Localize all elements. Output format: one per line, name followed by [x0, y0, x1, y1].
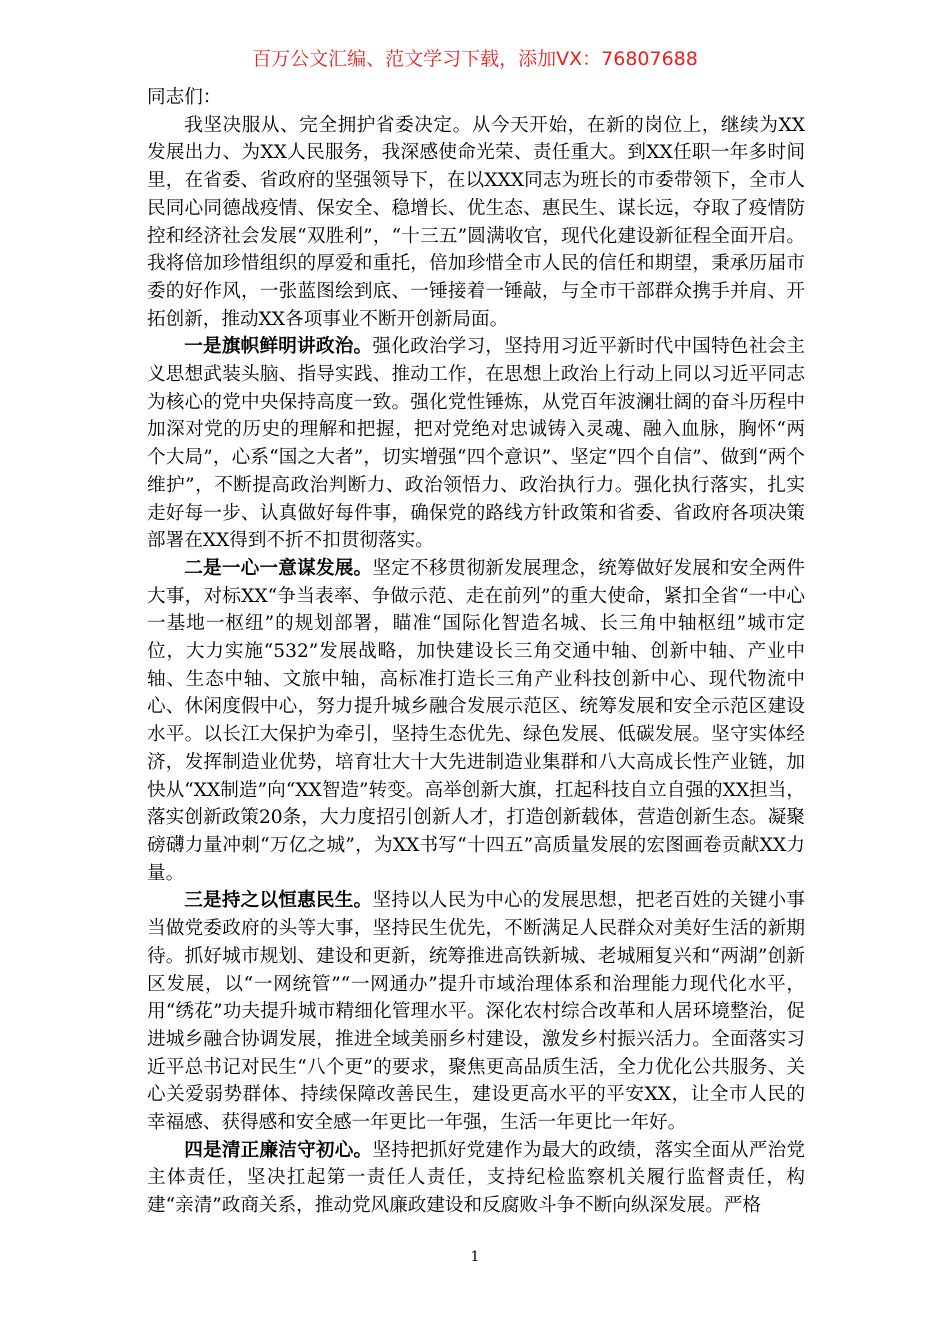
intro-paragraph: 我坚决服从、完全拥护省委决定。从今天开始，在新的岗位上，继续为XX发展出力、为XX人民服务，我深感使命光荣、责任重大。到XX任职一年多时间里，在省委、省政府的坚强领导下，在以XXX同志为班长的市委带领下，全市人民同心同德战疫情、保安全、稳增长、优生态、惠民生、谋长远，夺取了疫情防控和经济社会发展“双胜利”，“十三五”圆满收官，现代化建设新征程全面开启。我将倍加珍惜组织的厚爱和重托，倍加珍惜全市人民的信任和期望，秉承历届市委的好作风，一张蓝图绘到底、一锤接着一锤敲，与全市干部群众携手并肩、开拓创新，推动XX各项事业不断开创新局面。 [147, 114, 805, 330]
section-heading-3: 三是持之以恒惠民生。 [184, 890, 373, 912]
section-paragraph-4 [147, 1137, 805, 1220]
section-body-1: 强化政治学习，坚持用习近平新时代中国特色社会主义思想武装头脑、指导实践、推动工作，在思想上政治上行动上同以习近平同志为核心的党中央保持高度一致。强化党性锤炼，从党百年波澜壮阔的奋斗历程中加深对党的历史的理解和把握，把对党绝对忠诚铸入灵魂、融入血脉，胸怀“两个大局”，心系“国之大者”，切实增强“四个意识”、坚定“四个自信”、做到“两个维护”，不断提高政治判断力、政治领悟力、政治执行力。强化执行落实，扎实走好每一步、认真做好每件事，确保党的路线方针政策和省委、省政府各项决策部署在XX得到不折不扣贯彻落实。 [147, 336, 805, 552]
section-heading-1: 一是旗帜鲜明讲政治。 [184, 336, 373, 358]
document-body [147, 84, 805, 1220]
section-body-3: 坚持以人民为中心的发展思想，把老百姓的关键小事当做党委政府的头等大事，坚持民生优先，不断满足人民群众对美好生活的新期待。抓好城市规划、建设和更新，统筹推进高铁新城、老城厢复兴和“两湖”创新区发展，以“一网统管”“一网通办”提升市域治理体系和治理能力现代化水平，用“绣花”功夫提升城市精细化管理水平。深化农村综合改革和人居环境整治，促进城乡融合协调发展，推进全域美丽乡村建设，激发乡村振兴活力。全面落实习近平总书记对民生“八个更”的要求，聚焦更高品质生活，全力优化公共服务、关心关爱弱势群体、持续保障改善民生，建设更高水平的平安XX，让全市人民的幸福感、获得感和安全感一年更比一年强，生活一年更比一年好。 [147, 890, 805, 1134]
section-heading-2: 二是一心一意谋发展。 [184, 557, 373, 579]
watermark-banner: 百万公文汇编、范文学习下载，添加VX：76807688 [252, 48, 698, 70]
section-paragraph-1 [147, 333, 805, 555]
salutation: 同志们： [147, 87, 222, 108]
section-paragraph-2 [147, 555, 805, 887]
section-paragraph-3 [147, 887, 805, 1136]
section-body-4: 坚持把抓好党建作为最大的政绩，落实全面从严治党主体责任，坚决扛起第一责任人责任，支持纪检监察机关履行监督责任，构建“亲清”政商关系，推动党风廉政建设和反腐败斗争不断向纵深发展。严格 [147, 1139, 805, 1217]
section-heading-4: 四是清正廉洁守初心。 [184, 1139, 373, 1161]
page-number: 1 [470, 1249, 480, 1265]
section-body-2: 坚定不移贯彻新发展理念，统筹做好发展和安全两件大事，对标XX“争当表率、争做示范、走在前列”的重大使命，紧扣全省“一中心一基地一枢纽”的规划部署，瞄准“国际化智造名城、长三角中轴枢纽”城市定位，大力实施“532”发展战略，加快建设长三角交通中轴、创新中轴、产业中轴、生态中轴、文旅中轴，高标准打造长三角产业科技创新中心、现代物流中心、休闲度假中心，努力提升城乡融合发展示范区、统筹发展和安全示范区建设水平。以长江大保护为牵引，坚持生态优先、绿色发展、低碳发展。坚守实体经济，发挥制造业优势，培育壮大十大先进制造业集群和八大高成长性产业链，加快从“XX制造”向“XX智造”转变。高举创新大旗，扛起科技自立自强的XX担当，落实创新政策20条，大力度招引创新人才，打造创新载体，营造创新生态。凝聚磅礴力量冲刺“万亿之城”，为XX书写“十四五”高质量发展的宏图画卷贡献XX力量。 [147, 557, 805, 884]
